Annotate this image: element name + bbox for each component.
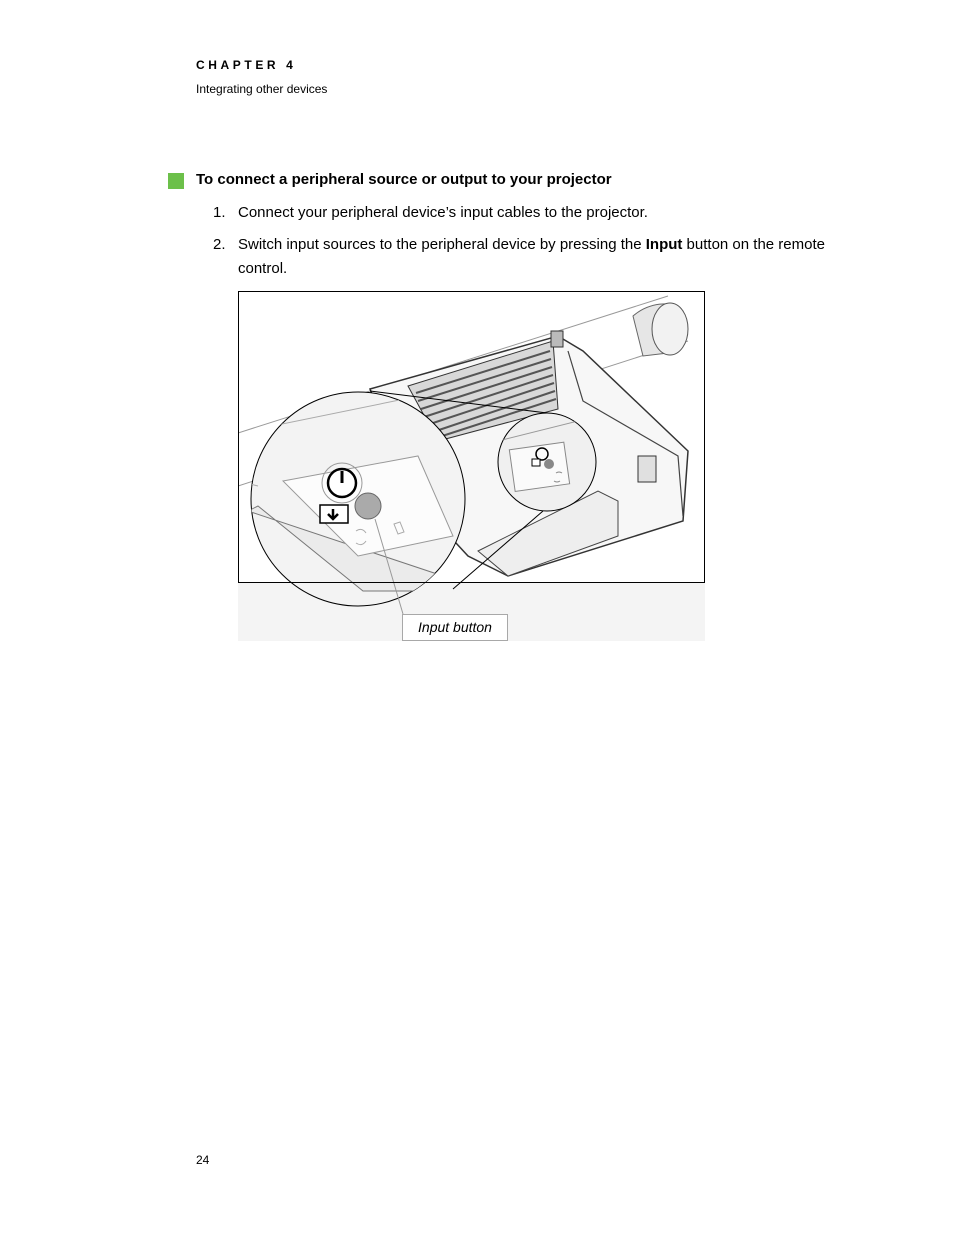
input-symbol-icon bbox=[320, 505, 348, 523]
step-text-after: button on the remote control. bbox=[238, 236, 825, 277]
step-text-before: Switch input sources to the peripheral device by pressing the bbox=[238, 236, 646, 253]
input-button-icon bbox=[355, 493, 381, 519]
step-number: 2. bbox=[213, 236, 226, 253]
step-text bbox=[238, 233, 838, 281]
power-button-icon bbox=[322, 463, 362, 503]
projector-illustration bbox=[238, 291, 708, 643]
chapter-label: CHAPTER 4 bbox=[196, 58, 297, 72]
step-bold-input: Input bbox=[645, 236, 683, 253]
step-text: Connect your peripheral device’s input cables to the projector. bbox=[238, 204, 648, 221]
step-number: 1. bbox=[213, 204, 226, 221]
chapter-title: Integrating other devices bbox=[196, 82, 328, 96]
figure-callout-label: Input button bbox=[402, 614, 508, 641]
procedure-title: To connect a peripheral source or output to your projector bbox=[196, 171, 612, 188]
procedure-marker-icon bbox=[168, 173, 184, 189]
page-number: 24 bbox=[196, 1153, 210, 1167]
projector-drawing bbox=[238, 291, 708, 643]
